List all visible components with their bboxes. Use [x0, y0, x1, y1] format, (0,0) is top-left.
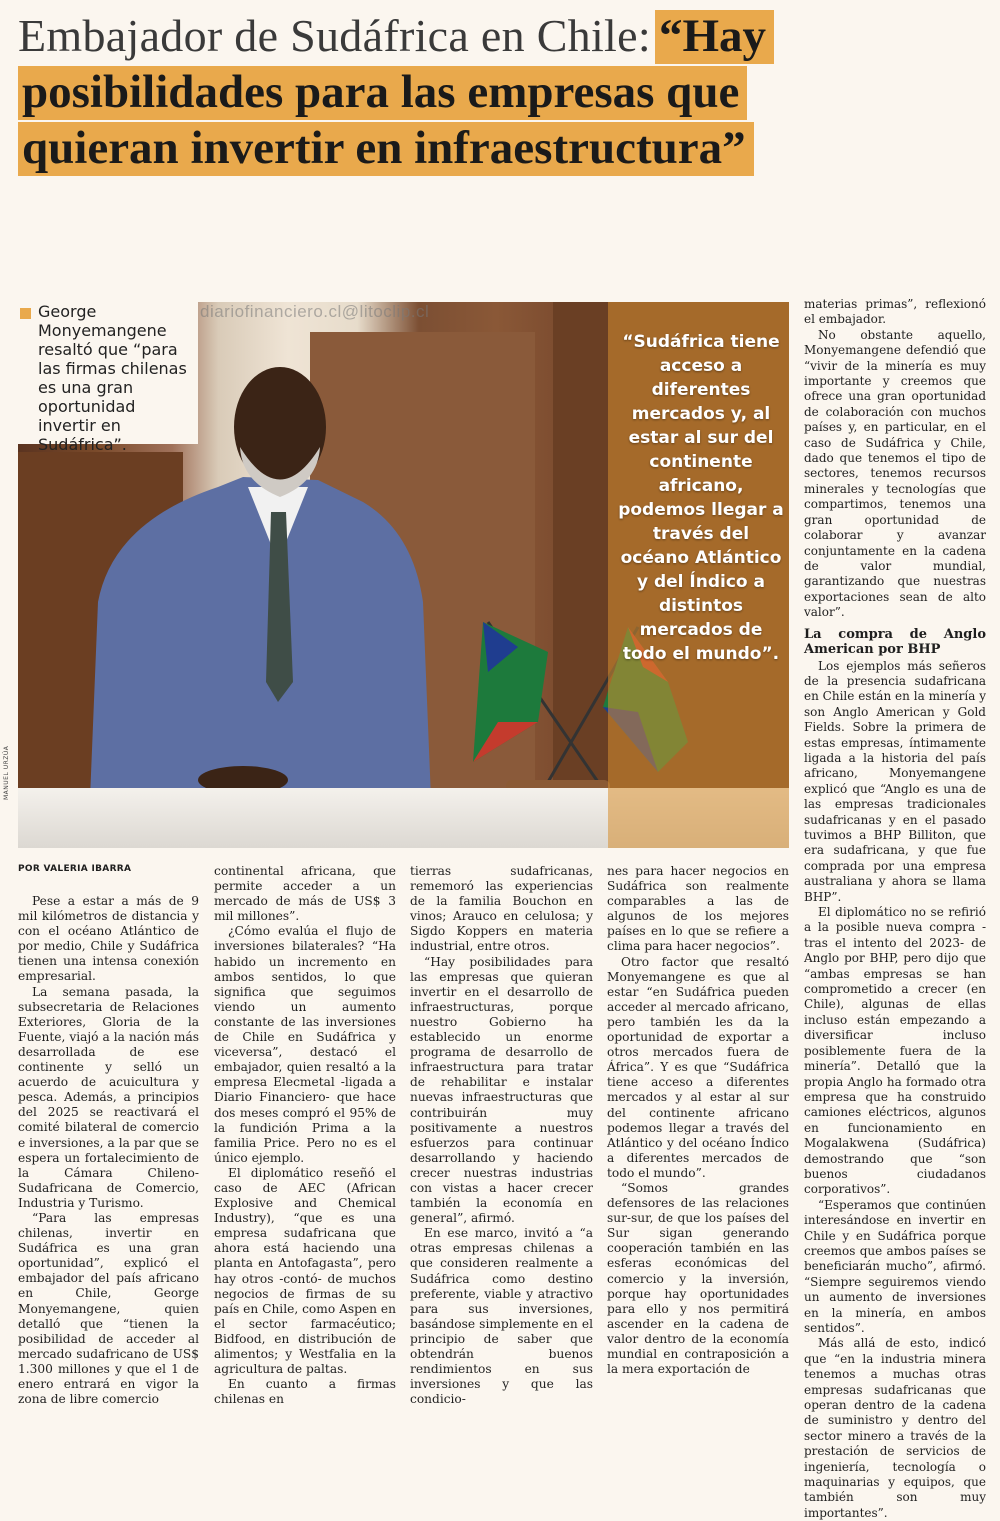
paragraph: No obstante aquello, Monyemangene defendió que “vivir de la minería es muy importante y creemos que ofrece una gran oportunidad de colaboración con muchos países y, en particular, en el caso de Sudáfrica y Chile, dado que tenemos el tipo de sectores, tenemos recursos minerales y tecnologías que compartimos, tenemos una gran oportunidad de colaborar y avanzar conjuntamente en la cadena de valor mundial, garantizando que nuestras exportaciones sean de alto valor”. — [804, 327, 986, 620]
column-3 — [410, 864, 593, 1407]
column-4 — [607, 864, 789, 1377]
paragraph: Pese a estar a más de 9 mil kilómetros de distancia y con el océano Atlántico de por medio, Chile y Sudáfrica tienen una intensa conexión empresarial. — [18, 894, 199, 984]
paragraph: “Hay posibilidades para las empresas que quieran invertir en el desarrollo de infraestructuras, porque nuestro Gobierno ha establecido un enorme programa de desarrollo de infraestructura para tratar de rehabilitar e instalar nuevas infraestructuras que contribuirán muy positivamente a nuestros esfuerzos para continuar desarrollando y haciendo crecer nuestras industrias con vistas a hacer crecer también la economía en general”, afirmó. — [410, 954, 593, 1226]
paragraph: “Esperamos que continúen interesándose en invertir en Chile y en Sudáfrica porque creemos que ambos países se beneficiarán mucho”, afirmó. “Siempre seguiremos viendo un aumento de inversiones en la minería, en ambos sentidos”. — [804, 1197, 986, 1335]
paragraph: La semana pasada, la subsecretaria de Relaciones Exteriores, Gloria de la Fuente, viajó a la nación más desarrollada de ese continente y selló un acuerdo de acuicultura y pesca. Además, a principios del 2025 se reactivará el comité bilateral de comercio e inversiones, a la par que se espera un fortalecimiento de la Cámara Chileno-Sudafricana de Comercio, Industria y Turismo. — [18, 984, 199, 1210]
paragraph: continental africana, que permite acceder a un mercado de más de US$ 3 mil millones”. — [214, 864, 396, 924]
watermark: diariofinanciero.cl@litoclip.cl — [200, 302, 430, 321]
caption-bullet — [20, 308, 31, 319]
paragraph: Más allá de esto, indicó que “en la industria minera tenemos a muchas otras empresas sudafricanas que operan dentro de la cadena de suministro y dentro del sector minero a través de la prestación de servicios de ingeniería, tecnología o maquinarias y equipos, que también son muy importantes”. — [804, 1336, 986, 1520]
column-2 — [214, 864, 396, 1407]
paragraph: “Somos grandes defensores de las relaciones sur-sur, de que los países del Sur sigan generando cooperación también en las esferas económicas del comercio y la inversión, porque hay oportunidades para ello y nos permitirá ascender en la cadena de valor dentro de la economía mundial en contraposición a la mera exportación de — [607, 1180, 789, 1377]
paragraph: Otro factor que resaltó Monyemangene es que al estar “en Sudáfrica pueden acceder al mercado africano, pero también les da la oportunidad de exportar a otros mercados fuera de África”. Y es que “Sudáfrica tiene acceso a diferentes mercados y al estar al sur del continente africano podemos llegar a través del Atlántico y del océano Índico a diferentes mercados de todo el mundo”. — [607, 954, 789, 1180]
column-1 — [18, 894, 199, 1407]
headline-lead: Embajador de Sudáfrica en Chile: — [18, 10, 651, 61]
headline — [18, 8, 778, 176]
paragraph: El diplomático no se refirió a la posible nueva compra -tras el intento del 2023- de Anglo por BHP, pero dijo que “ambas empresas se han comprometido a crecer (en Chile), algunas de ellas incluso están empezando a diversificar incluso posiblemente fuera de la minería”. Detalló que la propia Anglo ha formado otra empresa que ha construido camiones eléctricos, algunos en funcionamiento en Mogalakwena (Sudáfrica) demostrando que “son buenos ciudadanos corporativos”. — [804, 905, 986, 1197]
headline-highlight: “Hay posibilidades para las empresas que quieran invertir en infraestructura” — [18, 10, 774, 176]
paragraph: El diplomático reseñó el caso de AEC (African Explosive and Chemical Industry), “que es una empresa sudafricana que ahora está haciendo una planta en Antofagasta”, pero hay otros -contó- de muchos negocios de firmas de su país en Chile, como Aspen en el sector farmacéutico; Bidfood, en distribución de alimentos; y Westfalia en la agricultura de paltas. — [214, 1165, 396, 1377]
paragraph: nes para hacer negocios en Sudáfrica son realmente comparables a las de algunos de los mejores países en lo que se refiere a clima para hacer negocios”. — [607, 864, 789, 954]
paragraph: materias primas”, reflexionó el embajador. — [804, 297, 986, 327]
byline: POR VALERIA IBARRA — [18, 864, 132, 874]
paragraph: ¿Cómo evalúa el flujo de inversiones bilaterales? “Ha habido un incremento en ambos sentidos, lo que significa que seguimos viendo un aumento constante de las inversiones de Chile en Sudáfrica y viceversa”, destacó el embajador, quien resaltó a la empresa Elecmetal -ligada a Diario Financiero- que hace dos meses compró el 95% de la fundición Prima a la familia Price. Pero no es el único ejemplo. — [214, 924, 396, 1165]
photo-caption-box — [18, 302, 198, 454]
photo-credit: MANUEL URZÚA — [3, 745, 10, 800]
paragraph: En cuanto a firmas chilenas en — [214, 1377, 396, 1407]
pull-quote: “Sudáfrica tiene acceso a diferentes mercados y, al estar al sur del continente africano, podemos llegar a través del océano Atlántico y del Índico a distintos mercados de todo el mundo”. — [618, 332, 784, 664]
paragraph: “Para las empresas chilenas, invertir en Sudáfrica es una gran oportunidad”, explicó el embajador del país africano en Chile, George Monyemangene, quien detalló que “tienen la posibilidad de acceder al mercado sudafricano de US$ 1.300 millones y que el 1 de enero entrará en vigor la zona de libre comercio — [18, 1210, 199, 1407]
paragraph: En ese marco, invitó a “a otras empresas chilenas a que consideren realmente a Sudáfrica como destino preferente, viable y atractivo para sus inversiones, basándose simplemente en el principio de saber que obtendrán buenos rendimientos en sus inversiones y que las condicio- — [410, 1226, 593, 1407]
photo-caption: George Monyemangene resaltó que “para las firmas chilenas es una gran oportunidad invertir en Sudáfrica”. — [38, 302, 187, 454]
column-5 — [804, 297, 986, 1521]
paragraph: Los ejemplos más señeros de la presencia sudafricana en Chile están en la minería y son Anglo American y Gold Fields. Sobre la primera de estas empresas, íntimamente ligada a la historia del país africano, Monyemangene explicó que “Anglo es una de las empresas tradicionales sudafricanas y en el pasado tuvimos a BHP Billiton, que era sudafricana, y que fue comprada por una empresa australiana y ahora se llama BHP”. — [804, 658, 986, 904]
subheading: La compra de Anglo American por BHP — [804, 626, 986, 657]
paragraph: tierras sudafricanas, rememoró las experiencias de la familia Bouchon en vinos; Arauco en celulosa; y Sigdo Koppers en materia industrial, entre otros. — [410, 864, 593, 954]
